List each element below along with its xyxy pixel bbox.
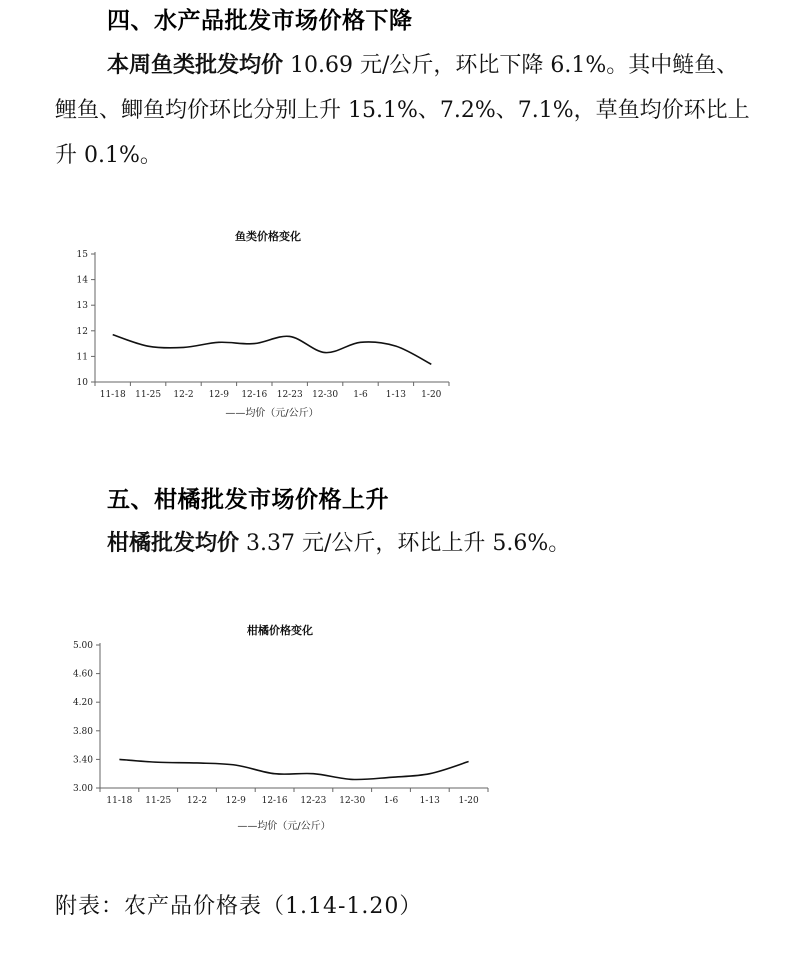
x-tick-label: 12-30 (312, 390, 339, 400)
y-tick-label: 10 (76, 378, 88, 388)
y-tick-label: 11 (76, 352, 88, 363)
paragraph-body-fish: 10.69 元/公斤，环比下降 6.1%。其中鲢鱼、鲤鱼、鲫鱼均价环比分别上升 15.1%、7.2%、7.1%，草鱼均价环比上升 0.1%。 (55, 53, 750, 168)
x-tick-label: 11-18 (106, 796, 133, 806)
y-tick-label: 4.60 (72, 669, 93, 680)
y-tick-label: 5.00 (72, 641, 93, 651)
y-tick-label: 13 (76, 301, 88, 312)
x-tick-label: 12-16 (261, 796, 288, 806)
y-tick-label: 4.20 (72, 698, 93, 709)
x-tick-label: 12-23 (300, 796, 327, 806)
chart-legend: ——均价（元/公斤） (225, 408, 319, 419)
x-tick-label: 12-2 (173, 390, 194, 400)
x-tick-label: 12-23 (276, 390, 303, 400)
paragraph-lead-fish: 本周鱼类批发均价 (107, 53, 284, 78)
y-tick-label: 3.00 (72, 784, 93, 794)
x-tick-label: 12-16 (241, 390, 268, 400)
y-tick-label: 3.40 (72, 755, 93, 766)
y-tick-label: 15 (76, 250, 88, 260)
chart-title: 柑橘价格变化 (247, 624, 313, 637)
x-tick-label: 11-25 (135, 390, 162, 400)
x-tick-label: 1-13 (385, 390, 407, 400)
section-heading-citrus: 五、柑橘批发市场价格上升 (107, 487, 389, 513)
series-line (119, 759, 468, 779)
paragraph-body-citrus: 3.37 元/公斤，环比上升 5.6%。 (239, 531, 571, 556)
x-tick-label: 1-6 (383, 796, 399, 806)
x-tick-label: 1-13 (419, 796, 440, 806)
appendix-caption: 附表：农产品价格表（1.14-1.20） (55, 894, 423, 919)
x-tick-label: 11-18 (99, 390, 126, 400)
paragraph-lead-citrus: 柑橘批发均价 (107, 531, 240, 556)
x-tick-label: 12-2 (186, 796, 208, 806)
x-tick-label: 11-25 (145, 796, 172, 806)
y-tick-label: 12 (76, 326, 88, 337)
x-tick-label: 1-20 (458, 796, 479, 806)
section-heading-aquatic: 四、水产品批发市场价格下降 (107, 8, 413, 34)
chart-title: 鱼类价格变化 (235, 230, 301, 243)
x-tick-label: 1-20 (421, 390, 442, 400)
chart-legend: ——均价（元/公斤） (237, 821, 331, 832)
y-tick-label: 14 (76, 275, 88, 286)
x-tick-label: 12-9 (225, 796, 246, 806)
x-tick-label: 1-6 (353, 390, 368, 400)
x-tick-label: 12-30 (339, 796, 366, 806)
x-tick-label: 12-9 (208, 390, 230, 400)
y-tick-label: 3.80 (72, 726, 93, 737)
